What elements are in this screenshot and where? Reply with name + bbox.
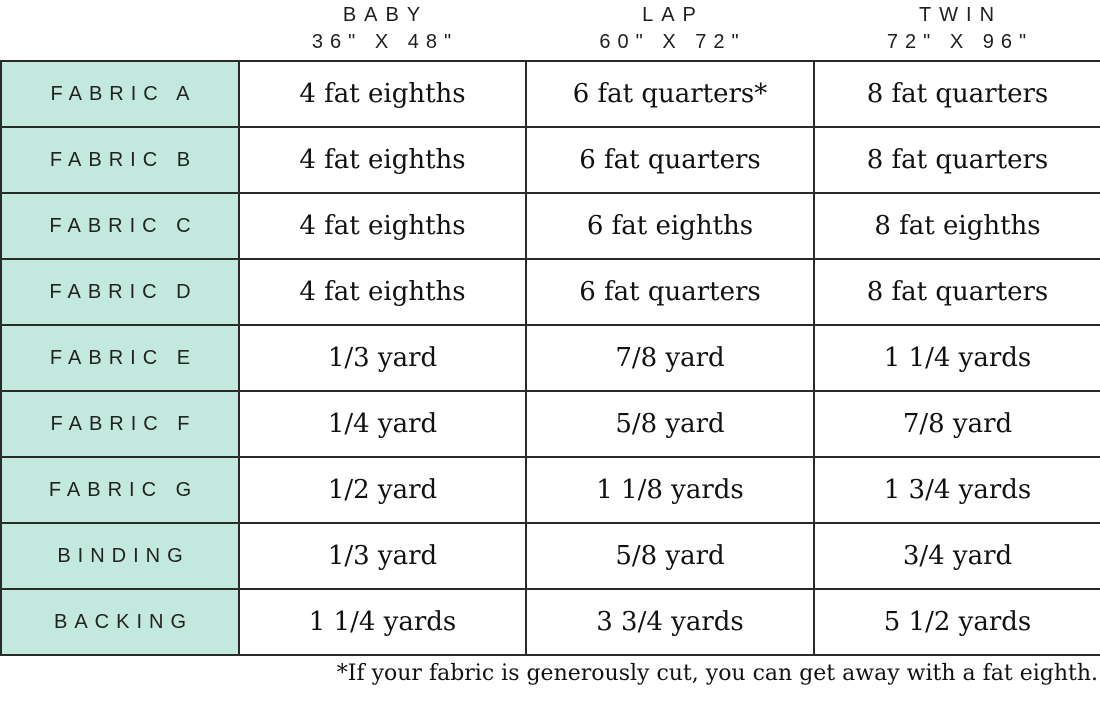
cell-baby: 4 fat eighths <box>239 193 526 259</box>
cell-lap: 5/8 yard <box>526 391 814 457</box>
cell-lap: 6 fat quarters* <box>526 61 814 127</box>
row-label: FABRIC F <box>1 391 239 457</box>
cell-lap: 5/8 yard <box>526 523 814 589</box>
cell-lap: 7/8 yard <box>526 325 814 391</box>
size-header-row <box>0 0 1100 60</box>
row-label: FABRIC A <box>1 61 239 127</box>
table-row-fabric-e <box>1 325 1100 391</box>
table-row-fabric-d <box>1 259 1100 325</box>
cell-baby: 4 fat eighths <box>239 127 526 193</box>
size-name-twin: TWIN <box>918 4 1003 26</box>
row-label: FABRIC E <box>1 325 239 391</box>
row-label: BACKING <box>1 589 239 655</box>
cell-twin: 5 1/2 yards <box>814 589 1100 655</box>
cell-twin: 1 1/4 yards <box>814 325 1100 391</box>
fabric-requirements-table <box>0 60 1100 656</box>
cell-twin: 1 3/4 yards <box>814 457 1100 523</box>
footnote: *If your fabric is generously cut, you can get away with a fat eighth. <box>336 661 1098 686</box>
size-header-twin <box>813 2 1100 60</box>
size-dimensions-lap: 60" X 72" <box>599 31 746 53</box>
table-row-backing <box>1 589 1100 655</box>
table-row-fabric-f <box>1 391 1100 457</box>
row-label: FABRIC D <box>1 259 239 325</box>
cell-baby: 1/2 yard <box>239 457 526 523</box>
cell-lap: 1 1/8 yards <box>526 457 814 523</box>
size-header-baby <box>238 2 525 60</box>
table-row-fabric-a <box>1 61 1100 127</box>
size-name-baby: BABY <box>342 4 429 26</box>
cell-baby: 1 1/4 yards <box>239 589 526 655</box>
size-name-lap: LAP <box>642 4 704 26</box>
cell-twin: 8 fat quarters <box>814 61 1100 127</box>
cell-twin: 8 fat eighths <box>814 193 1100 259</box>
row-label: FABRIC B <box>1 127 239 193</box>
cell-baby: 1/3 yard <box>239 523 526 589</box>
size-dimensions-baby: 36" X 48" <box>311 31 459 53</box>
cell-lap: 6 fat quarters <box>526 259 814 325</box>
cell-lap: 6 fat eighths <box>526 193 814 259</box>
size-header-lap <box>525 2 813 60</box>
table-row-binding <box>1 523 1100 589</box>
table-row-fabric-b <box>1 127 1100 193</box>
size-dimensions-twin: 72" X 96" <box>886 31 1034 53</box>
row-label: FABRIC C <box>1 193 239 259</box>
size-header-spacer <box>0 2 238 60</box>
cell-baby: 1/4 yard <box>239 391 526 457</box>
cell-lap: 3 3/4 yards <box>526 589 814 655</box>
cell-baby: 4 fat eighths <box>239 61 526 127</box>
cell-lap: 6 fat quarters <box>526 127 814 193</box>
table-row-fabric-g <box>1 457 1100 523</box>
cell-twin: 8 fat quarters <box>814 127 1100 193</box>
cell-twin: 7/8 yard <box>814 391 1100 457</box>
cell-baby: 4 fat eighths <box>239 259 526 325</box>
cell-twin: 3/4 yard <box>814 523 1100 589</box>
cell-baby: 1/3 yard <box>239 325 526 391</box>
row-label: FABRIC G <box>1 457 239 523</box>
table-row-fabric-c <box>1 193 1100 259</box>
cell-twin: 8 fat quarters <box>814 259 1100 325</box>
row-label: BINDING <box>1 523 239 589</box>
